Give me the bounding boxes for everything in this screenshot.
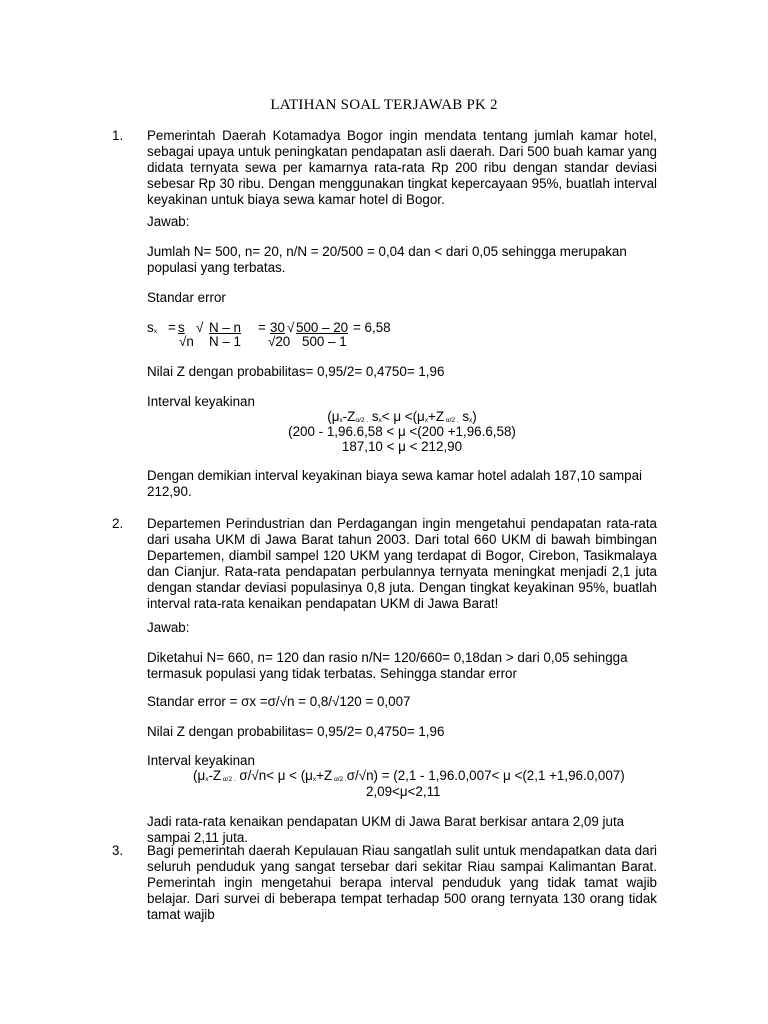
question-3-number: 3.	[112, 843, 124, 858]
question-1-number: 1.	[112, 128, 124, 143]
question-2-interval-label: Interval keyakinan	[147, 753, 255, 768]
question-2-standard-error: Standar error = σx =σ/√n = 0,8/√120 = 0,007	[147, 694, 411, 709]
question-2-problem: Departemen Perindustrian dan Perdagangan ingin mengetahui pendapatan rata-rata dari usaha UKM di Jawa Barat tahun 2003. Dari total 660 UKM di bawah bimbingan Departemen, diambil sampel 120 UKM yang terdapat di Bogor, Cirebon, Tasikmalaya dan Cianjur. Rata-rata pendapatan perbulannya ternyata meningkat menjadi 2,1 juta dengan standar deviasi populasinya 0,8 juta. Dengan tingkat keyakinan 95%, buatlah interval rata-rata kenaikan pendapatan UKM di Jawa Barat!	[147, 516, 657, 611]
question-2-interval-formula: ($\mu_x-Z$ $_{\alpha/2 .}$ $\sigma/√n< \mu < (\mu_x+Z$ $_{\alpha/2 .}$σ/√n) = (2,1 - 1,96.0,007< μ <(2,1 +1,96.0,007)	[193, 768, 625, 783]
question-1-interval-label: Interval keyakinan	[147, 394, 255, 409]
question-2-jawab: Jawab:	[147, 620, 190, 635]
question-1-conclusion: Dengan demikian interval keyakinan biaya sewa kamar hotel adalah 187,10 sampai 212,90.	[147, 468, 643, 499]
question-1-jawab: Jawab:	[147, 214, 190, 229]
question-1-interval-substituted: (200 - 1,96.6,58 < μ <(200 +1,96.6,58)	[288, 424, 516, 439]
question-2-known: Diketahui N= 660, n= 120 dan rasio n/N= 120/660= 0,18dan > dari 0,05 sehingga termasuk populasi yang tidak terbatas. Sehingga standar error	[147, 650, 628, 681]
question-2-z-value: Nilai Z dengan probabilitas= 0,95/2= 0,4750= 1,96	[147, 724, 445, 739]
question-1-interval-result: 187,10 < μ < 212,90	[341, 439, 463, 454]
document-title: LATIHAN SOAL TERJAWAB PK 2	[270, 97, 498, 113]
question-1-se-label: Standar error	[147, 290, 226, 305]
question-2-number: 2.	[112, 516, 124, 531]
question-1-interval-formula: ($\mu_x-Z_{\alpha/2 .}$ $s_x< \mu <(\mu_x+Z$ $_{\alpha/2 .}$ $s_x$)	[327, 409, 477, 424]
question-1-z-value: Nilai Z dengan probabilitas= 0,95/2= 0,4750= 1,96	[147, 364, 445, 379]
formula-sx: $s_x$	[147, 320, 157, 335]
document-page: LATIHAN SOAL TERJAWAB PK 2 1. Pemerintah Daerah Kotamadya Bogor ingin mendata tentang jumlah kamar hotel, sebagai upaya untuk peningkatan pendapatan asli daerah. Dari 500 buah kamar yang didata ternyata sewa per kamarnya rata-rata Rp 200 ribu dengan standar deviasi sebesar Rp 30 ribu. Dengan menggunakan tingkat kepercayaan 95%, buatlah interval keyakinan untuk biaya sewa kamar hotel di Bogor. Jawab: Jumlah N= 500, n= 20, n/N = 20/500 = 0,04 dan < dari 0,05 sehingga merupakan populasi yang terbatas. Standar error $s_x$ = s √ N – n = 30 √ 500 – 20 = 6,58 √n N – 1 √20 500 – 1 Nilai Z dengan probabilitas= 0,95/2= 0,4750= 1,96 Interval keyakinan ($\mu_x-Z_{\alpha/2 .}$ $s_x< \mu <(\mu_x+Z$ $_{\alpha/2 .}$ $s_x$) (200 - 1,96.6,58 < μ <(200 +1,96.6,58) 187,10 < μ < 212,90 Dengan demikian interval keyakinan biaya sewa kamar hotel adalah 187,10 sampai 212,90. 2. Departemen Perindustrian dan Perdagangan ingin mengetahui pendapatan rata-rata dari usaha UKM di Jawa Barat tahun 2003. Dari total 660 UKM di bawah bimbingan Departemen, diambil sampel 120 UKM yang terdapat di Bogor, Cirebon, Tasikmalaya dan Cianjur. Rata-rata pendapatan perbulannya ternyata meningkat menjadi 2,1 juta dengan standar deviasi populasinya 0,8 juta. Dengan tingkat keyakinan 95%, buatlah interval rata-rata kenaikan pendapatan UKM di Jawa Barat! Jawab: Diketahui N= 660, n= 120 dan rasio n/N= 120/660= 0,18dan > dari 0,05 sehingga termasuk populasi yang tidak terbatas. Sehingga standar error Standar error = σx =σ/√n = 0,8/√120 = 0,007 Nilai Z dengan probabilitas= 0,95/2= 0,4750= 1,96 Interval keyakinan ($\mu_x-Z$ $_{\alpha/2 .}$ $\sigma/√n< \mu < (\mu_x+Z$ $_{\alpha/2 .}$σ/√n) = (2,1 - 1,96.0,007< μ <(2,1 +1,96.0,007) 2,09<μ<2,11 Jadi rata-rata kenaikan pendapatan UKM di Jawa Barat berkisar antara 2,09 juta sampai 2,11 juta. 3. Bagi pemerintah daerah Kepulauan Riau sangatlah sulit untuk mendapatkan data dari seluruh penduduk yang sangat tersebar dari sekitar Riau sampai Kalimantan Barat. Pemerintah ingin mengetahui berapa interval penduduk yang tidak tamat wajib belajar. Dari survei di beberapa tempat terhadap 500 orang ternyata 130 orang tidak tamat wajib	[0, 0, 768, 1024]
question-2-conclusion: Jadi rata-rata kenaikan pendapatan UKM di Jawa Barat berkisar antara 2,09 juta sampai 2,11 juta.	[147, 814, 625, 845]
question-3-problem: Bagi pemerintah daerah Kepulauan Riau sangatlah sulit untuk mendapatkan data dari seluruh penduduk yang sangat tersebar dari sekitar Riau sampai Kalimantan Barat. Pemerintah ingin mengetahui berapa interval penduduk yang tidak tamat wajib belajar. Dari survei di beberapa tempat terhadap 500 orang ternyata 130 orang tidak tamat wajib	[147, 843, 657, 922]
question-1-problem: Pemerintah Daerah Kotamadya Bogor ingin mendata tentang jumlah kamar hotel, sebagai upaya untuk peningkatan pendapatan asli daerah. Dari 500 buah kamar yang didata ternyata sewa per kamarnya rata-rata Rp 200 ribu dengan standar deviasi sebesar Rp 30 ribu. Dengan menggunakan tingkat kepercayaan 95%, buatlah interval keyakinan untuk biaya sewa kamar hotel di Bogor.	[147, 128, 657, 207]
question-1-population: Jumlah N= 500, n= 20, n/N = 20/500 = 0,04 dan < dari 0,05 sehingga merupakan populasi yang terbatas.	[147, 244, 627, 275]
question-2-interval-result: 2,09<μ<2,11	[366, 784, 441, 799]
